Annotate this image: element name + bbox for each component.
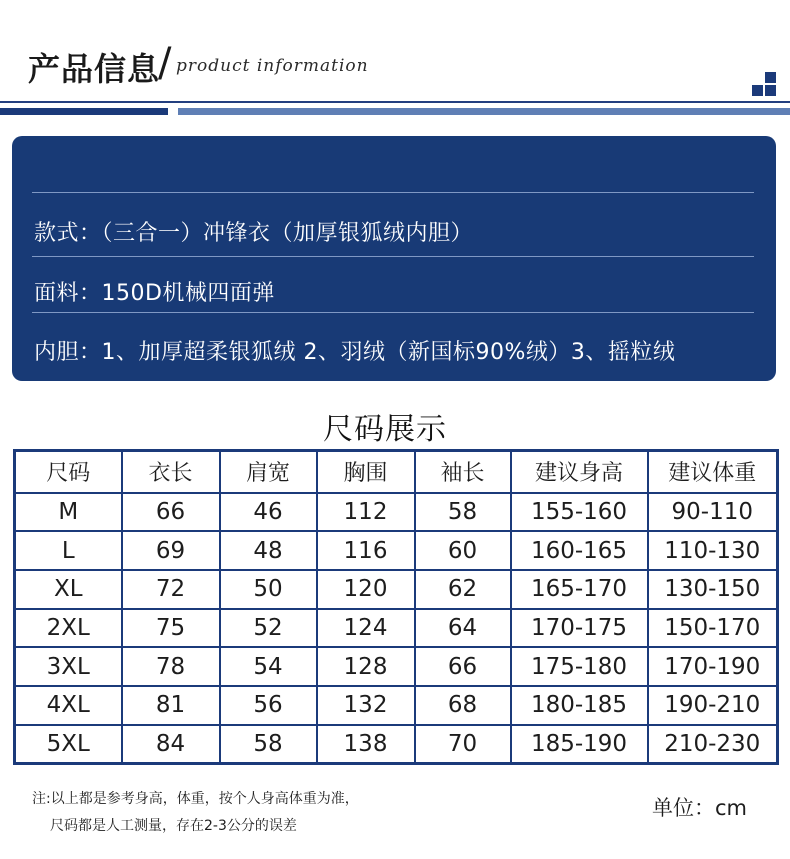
table-cell: L bbox=[15, 531, 122, 570]
info-divider bbox=[32, 192, 754, 193]
table-cell: 56 bbox=[220, 686, 317, 725]
table-cell: 64 bbox=[415, 609, 511, 648]
table-row bbox=[15, 725, 778, 764]
table-cell: 78 bbox=[122, 647, 220, 686]
note-line-1: 注:以上都是参考身高，体重，按个人身高体重为准， bbox=[32, 791, 359, 807]
table-row bbox=[15, 647, 778, 686]
table-cell: 128 bbox=[317, 647, 415, 686]
info-lining-row: 内胆：1、加厚超柔银狐绒 2、羽绒（新国标90%绒）3、摇粒绒 bbox=[34, 340, 676, 365]
table-header-row bbox=[15, 451, 778, 493]
table-cell: 132 bbox=[317, 686, 415, 725]
table-cell: 110-130 bbox=[648, 531, 778, 570]
info-style-row: 款式：（三合一）冲锋衣（加厚银狐绒内胆） bbox=[34, 221, 474, 246]
table-cell: 75 bbox=[122, 609, 220, 648]
table-cell: 170-175 bbox=[511, 609, 648, 648]
table-row bbox=[15, 531, 778, 570]
table-cell: 170-190 bbox=[648, 647, 778, 686]
table-cell: 46 bbox=[220, 493, 317, 532]
table-cell: 155-160 bbox=[511, 493, 648, 532]
table-cell: 180-185 bbox=[511, 686, 648, 725]
table-cell: 160-165 bbox=[511, 531, 648, 570]
table-cell: 48 bbox=[220, 531, 317, 570]
table-cell: M bbox=[15, 493, 122, 532]
table-row bbox=[15, 686, 778, 725]
table-cell: 175-180 bbox=[511, 647, 648, 686]
squares-deco-icon bbox=[752, 72, 782, 98]
info-divider bbox=[32, 256, 754, 257]
table-cell: 60 bbox=[415, 531, 511, 570]
table-cell: 62 bbox=[415, 570, 511, 609]
table-cell: XL bbox=[15, 570, 122, 609]
header-accent-bar-left bbox=[0, 108, 168, 115]
product-info-panel bbox=[12, 136, 776, 381]
info-divider bbox=[32, 312, 754, 313]
header-accent-bar-right bbox=[178, 108, 790, 115]
table-cell: 58 bbox=[415, 493, 511, 532]
column-header: 建议体重 bbox=[648, 451, 778, 493]
table-row bbox=[15, 493, 778, 532]
column-header: 袖长 bbox=[415, 451, 511, 493]
column-header: 肩宽 bbox=[220, 451, 317, 493]
table-cell: 81 bbox=[122, 686, 220, 725]
title-slash: / bbox=[158, 40, 172, 86]
table-cell: 190-210 bbox=[648, 686, 778, 725]
table-cell: 70 bbox=[415, 725, 511, 764]
info-fabric-row: 面料：150D机械四面弹 bbox=[34, 281, 275, 306]
table-cell: 112 bbox=[317, 493, 415, 532]
table-cell: 58 bbox=[220, 725, 317, 764]
table-cell: 52 bbox=[220, 609, 317, 648]
size-chart-heading: 尺码展示 bbox=[323, 412, 447, 447]
table-cell: 2XL bbox=[15, 609, 122, 648]
table-cell: 90-110 bbox=[648, 493, 778, 532]
unit-label: 单位：cm bbox=[652, 796, 748, 820]
table-cell: 138 bbox=[317, 725, 415, 764]
table-cell: 210-230 bbox=[648, 725, 778, 764]
table-cell: 54 bbox=[220, 647, 317, 686]
column-header: 衣长 bbox=[122, 451, 220, 493]
size-table bbox=[13, 449, 779, 765]
table-cell: 69 bbox=[122, 531, 220, 570]
table-cell: 4XL bbox=[15, 686, 122, 725]
column-header: 胸围 bbox=[317, 451, 415, 493]
table-cell: 84 bbox=[122, 725, 220, 764]
table-row bbox=[15, 570, 778, 609]
table-cell: 185-190 bbox=[511, 725, 648, 764]
table-cell: 68 bbox=[415, 686, 511, 725]
table-cell: 130-150 bbox=[648, 570, 778, 609]
table-cell: 3XL bbox=[15, 647, 122, 686]
table-cell: 66 bbox=[415, 647, 511, 686]
note-line-2: 尺码都是人工测量，存在2-3公分的误差 bbox=[50, 818, 297, 834]
table-row bbox=[15, 609, 778, 648]
table-cell: 66 bbox=[122, 493, 220, 532]
column-header: 尺码 bbox=[15, 451, 122, 493]
table-cell: 124 bbox=[317, 609, 415, 648]
header-divider bbox=[0, 101, 790, 103]
table-cell: 72 bbox=[122, 570, 220, 609]
table-cell: 120 bbox=[317, 570, 415, 609]
table-cell: 116 bbox=[317, 531, 415, 570]
page-subtitle: product information bbox=[176, 56, 369, 76]
column-header: 建议身高 bbox=[511, 451, 648, 493]
table-cell: 50 bbox=[220, 570, 317, 609]
page-title: 产品信息 bbox=[28, 50, 161, 88]
table-cell: 165-170 bbox=[511, 570, 648, 609]
table-cell: 150-170 bbox=[648, 609, 778, 648]
table-cell: 5XL bbox=[15, 725, 122, 764]
